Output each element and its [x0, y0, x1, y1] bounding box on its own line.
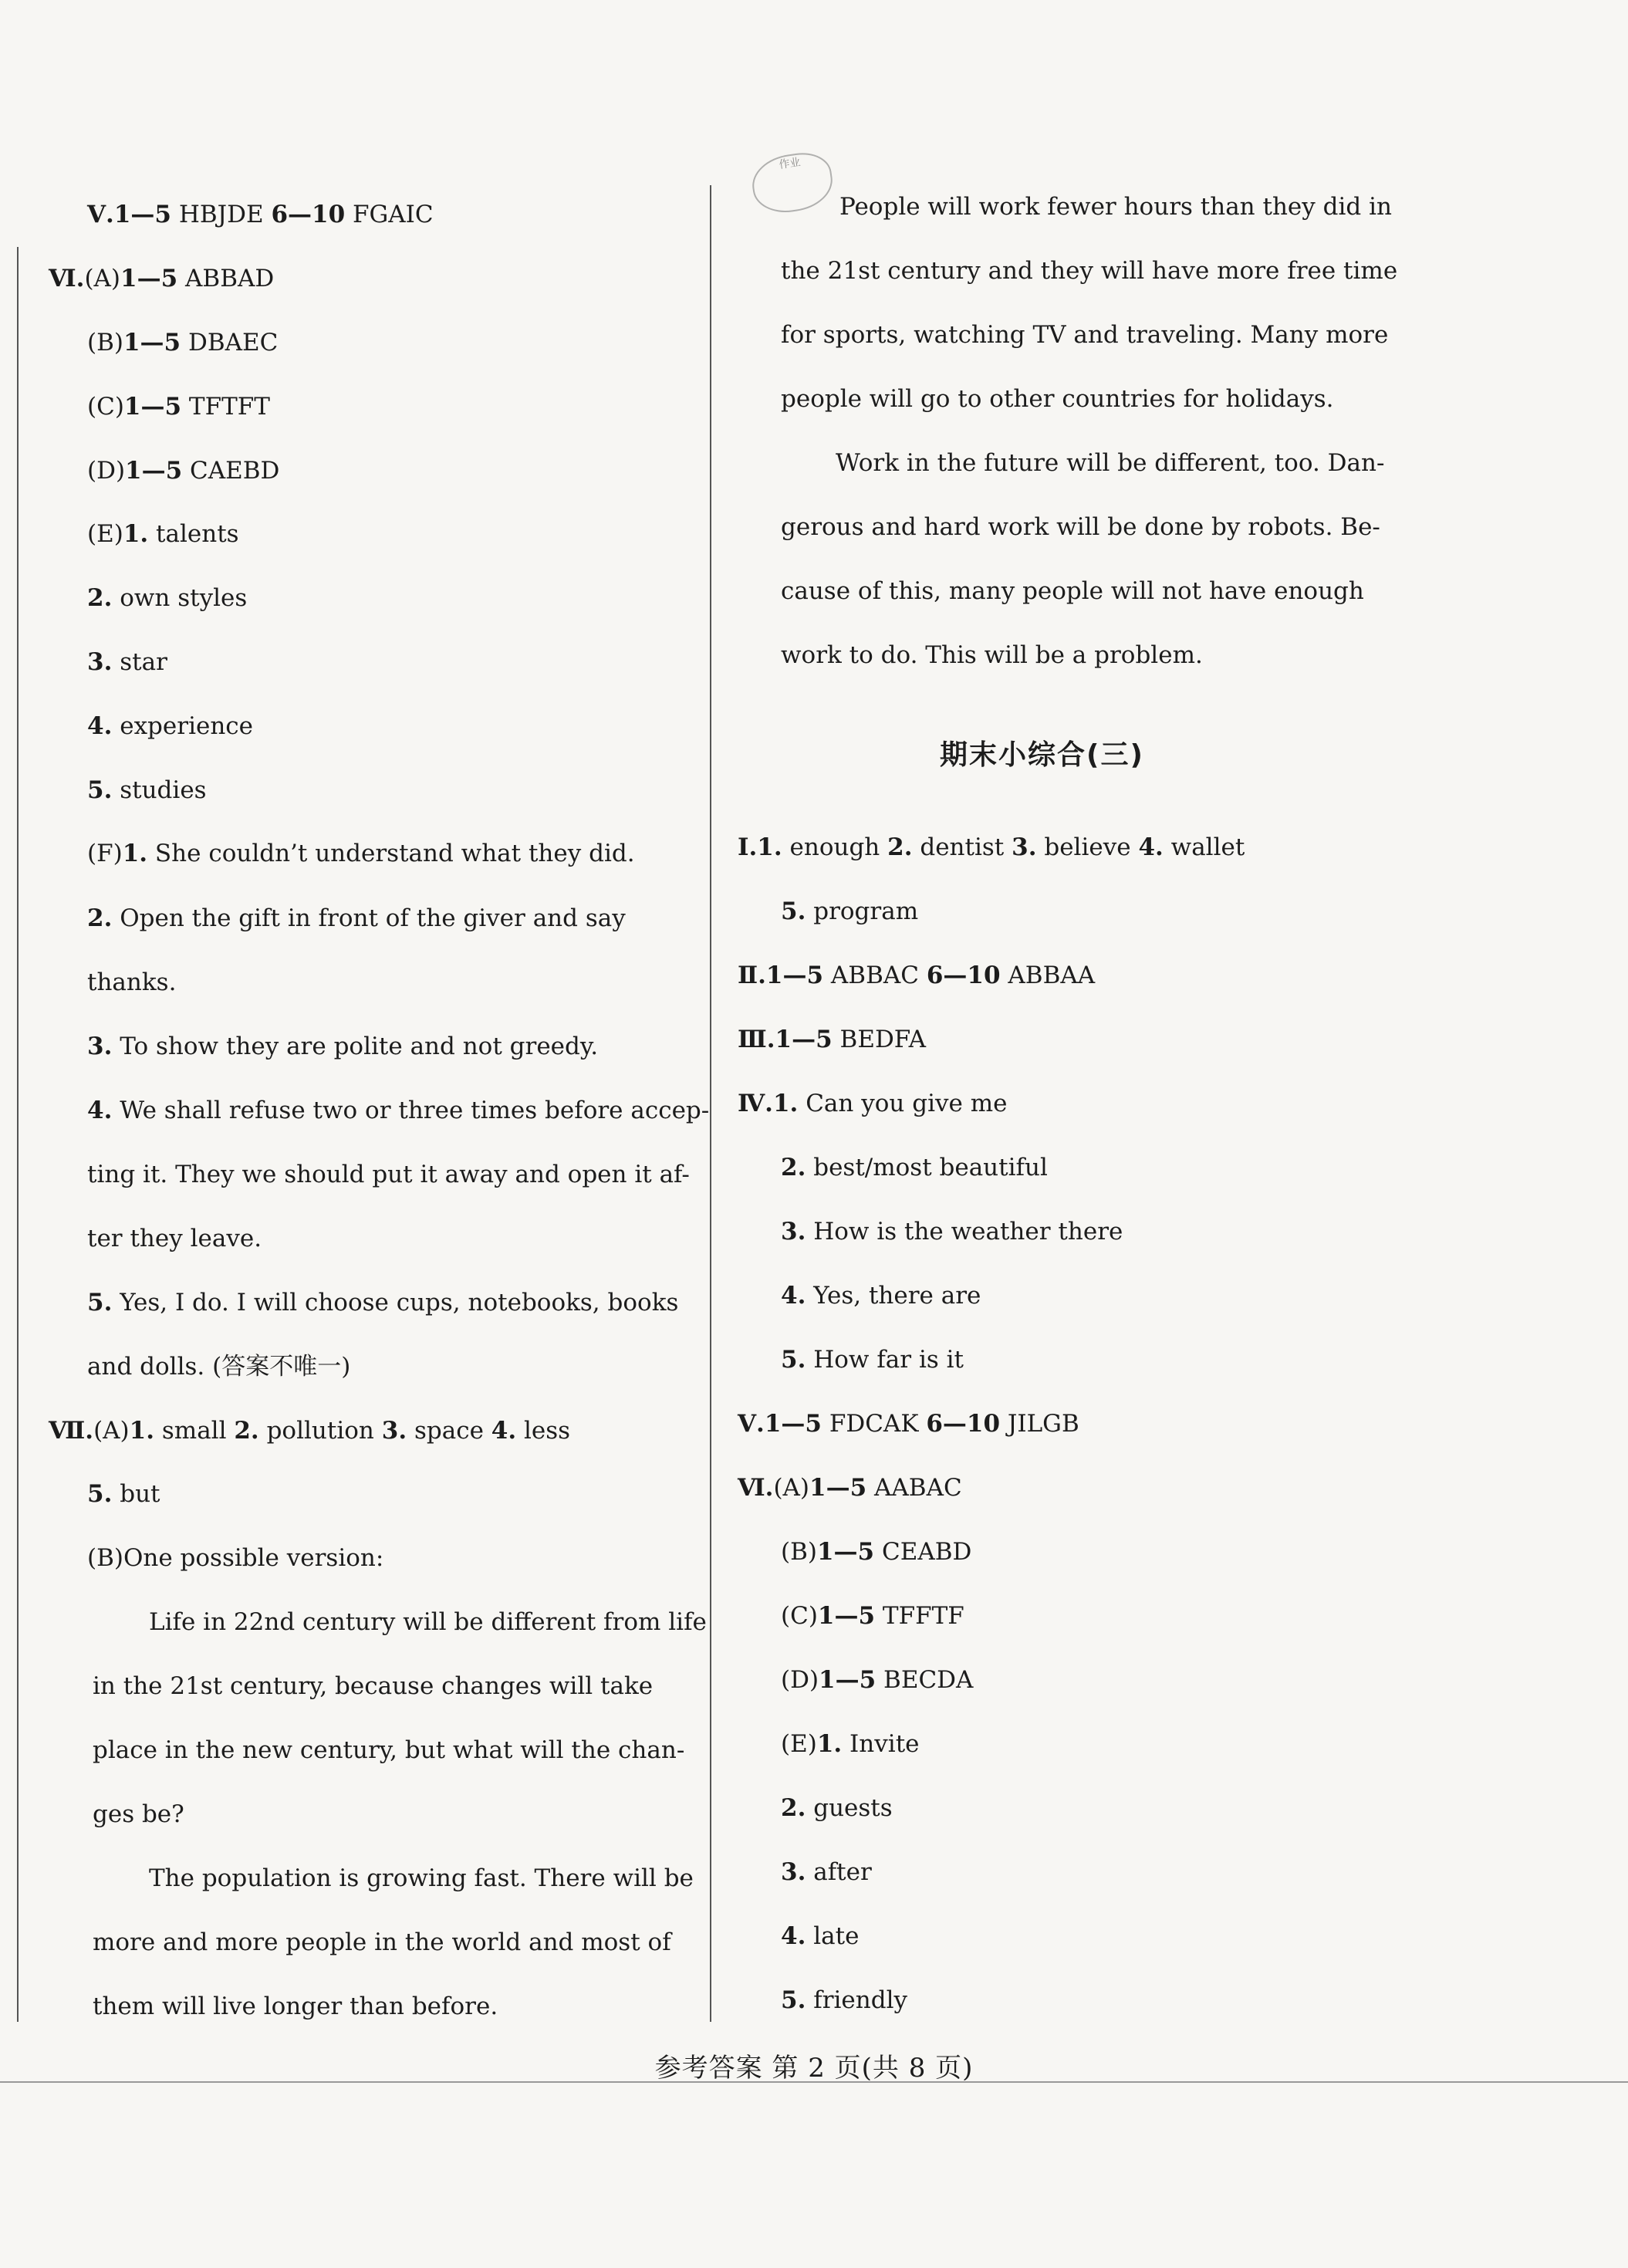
- left-line-vii-b6: [93, 1927, 671, 1958]
- left-text-26-0: The population is growing fast. There will be: [149, 1864, 694, 1892]
- right-line-iv4: [781, 1280, 981, 1311]
- right-line-ii: [738, 960, 1095, 991]
- right-text-13-1: best/most beautiful: [806, 1154, 1048, 1181]
- right-text-20-0: (C): [781, 1602, 818, 1630]
- left-text-27-0: more and more people in the world and most of: [93, 1928, 671, 1956]
- right-text-25-1: late: [806, 1922, 860, 1950]
- right-text-8-1: 1.: [757, 833, 782, 861]
- right-text-17-3: 6—10: [926, 1410, 1001, 1438]
- left-text-19-2: 1.: [129, 1417, 155, 1445]
- right-line-v2: [738, 1408, 1079, 1439]
- left-line-vi-a: [49, 263, 274, 294]
- right-line-vi2-e5: [781, 1985, 907, 2016]
- left-text-17-0: 5.: [87, 1289, 113, 1317]
- left-line-vi-d: [87, 455, 279, 486]
- left-line-vii-a5: [87, 1479, 160, 1509]
- left-text-5-2: talents: [148, 520, 239, 548]
- right-line-vi2-e3: [781, 1857, 872, 1888]
- left-text-1-1: (A): [84, 265, 121, 292]
- left-line-vii-b1: [149, 1607, 707, 1638]
- right-line-iii: [738, 1024, 926, 1055]
- left-text-17-1: Yes, I do. I will choose cups, notebooks, books: [112, 1289, 679, 1317]
- right-text-8-5: 3.: [1012, 833, 1037, 861]
- right-text-15-0: 4.: [781, 1282, 806, 1310]
- right-text-19-1: 1—5: [816, 1538, 875, 1566]
- right-text-11-2: BEDFA: [832, 1026, 927, 1053]
- left-text-10-0: (F): [87, 840, 123, 867]
- right-text-25-0: 4.: [781, 1922, 806, 1950]
- left-text-0-3: 6—10: [271, 201, 346, 228]
- right-text-8-8: wallet: [1163, 833, 1245, 861]
- left-text-2-1: 1—5: [123, 329, 181, 357]
- left-text-28-0: them will live longer than before.: [93, 1993, 498, 2020]
- left-line-vii-b3: [93, 1735, 684, 1766]
- left-text-2-2: DBAEC: [181, 329, 279, 357]
- right-text-8-2: enough: [782, 833, 888, 861]
- column-divider: [710, 185, 711, 2022]
- right-text-20-2: TFFTF: [875, 1602, 964, 1630]
- left-text-20-1: but: [112, 1480, 160, 1508]
- left-text-19-0: Ⅶ.: [49, 1417, 94, 1445]
- right-text-17-2: FDCAK: [822, 1410, 927, 1438]
- left-text-3-2: TFTFT: [181, 393, 270, 421]
- left-text-0-4: FGAIC: [345, 201, 434, 228]
- right-text-16-0: 5.: [781, 1346, 806, 1374]
- right-text-11-1: 1—5: [775, 1026, 833, 1053]
- left-text-6-1: own styles: [112, 584, 248, 612]
- right-text-10-2: ABBAC: [823, 962, 927, 989]
- right-text-10-4: ABBAA: [1000, 962, 1096, 989]
- right-text-24-1: after: [806, 1858, 872, 1886]
- right-line-vi2-e2: [781, 1793, 893, 1824]
- left-text-1-2: 1—5: [120, 265, 178, 292]
- left-text-13-1: To show they are polite and not greedy.: [112, 1033, 599, 1060]
- right-text-21-1: 1—5: [819, 1666, 876, 1694]
- left-text-2-0: (B): [87, 329, 123, 357]
- left-text-19-4: 2.: [234, 1417, 259, 1445]
- right-text-3-0: people will go to other countries for holidays.: [781, 385, 1334, 413]
- right-line-iv5: [781, 1344, 964, 1375]
- left-line-vi-e4: [87, 711, 253, 742]
- right-text-14-0: 3.: [781, 1218, 806, 1246]
- right-line-r2: [781, 255, 1397, 286]
- left-text-19-3: small: [154, 1417, 235, 1445]
- left-line-vi-e2: [87, 583, 247, 613]
- right-text-19-2: CEABD: [874, 1538, 972, 1566]
- right-text-16-1: How far is it: [806, 1346, 964, 1374]
- right-text-20-1: 1—5: [817, 1602, 876, 1630]
- right-line-vi2-e4: [781, 1921, 859, 1952]
- right-text-8-7: 4.: [1138, 833, 1164, 861]
- left-line-vi-f5a: [87, 1287, 678, 1318]
- left-text-21-0: (B)One possible version:: [87, 1544, 384, 1572]
- left-line-vi-f3: [87, 1031, 598, 1062]
- right-text-12-1: 1.: [772, 1090, 799, 1117]
- left-line-vi-e1: [87, 519, 239, 549]
- left-text-11-0: 2.: [87, 904, 113, 932]
- left-text-5-0: (E): [87, 520, 123, 548]
- left-text-16-0: ter they leave.: [87, 1225, 262, 1252]
- left-text-1-0: Ⅵ.: [49, 265, 85, 292]
- left-text-19-8: 4.: [491, 1417, 517, 1445]
- left-line-vi-f1: [87, 838, 635, 869]
- right-line-r1: [839, 191, 1392, 222]
- left-text-25-0: ges be?: [93, 1800, 184, 1828]
- left-text-12-0: thanks.: [87, 968, 177, 996]
- right-text-22-0: (E): [781, 1730, 817, 1758]
- right-text-18-3: AABAC: [866, 1474, 962, 1502]
- watermark-stamp: 作业: [748, 149, 836, 217]
- left-text-3-0: (C): [87, 393, 124, 421]
- right-line-iv3: [781, 1216, 1123, 1247]
- right-text-7-0: work to do. This will be a problem.: [781, 641, 1203, 669]
- left-text-4-1: 1—5: [125, 457, 183, 485]
- left-text-4-0: (D): [87, 457, 126, 485]
- left-line-vii-b7: [93, 1991, 498, 2022]
- left-line-vi-b: [87, 327, 278, 358]
- right-line-r5: [836, 448, 1384, 478]
- right-text-17-4: JILGB: [1000, 1410, 1079, 1438]
- right-text-22-2: Invite: [842, 1730, 920, 1758]
- right-text-8-0: Ⅰ.: [738, 833, 758, 861]
- right-text-21-0: (D): [781, 1666, 819, 1694]
- right-text-18-2: 1—5: [809, 1474, 867, 1502]
- left-text-1-3: ABBAD: [177, 265, 275, 292]
- right-text-21-2: BECDA: [876, 1666, 974, 1694]
- right-line-r7: [781, 576, 1364, 607]
- right-text-22-1: 1.: [816, 1730, 843, 1758]
- left-line-vii-a1: [49, 1415, 570, 1446]
- right-text-2-0: for sports, watching TV and traveling. Many more: [781, 321, 1389, 349]
- left-line-v: [87, 199, 434, 230]
- right-line-iv1: [738, 1088, 1007, 1119]
- right-text-8-6: believe: [1036, 833, 1139, 861]
- right-text-6-0: cause of this, many people will not have enough: [781, 577, 1364, 605]
- section-heading: 期末小综合(三): [940, 739, 1144, 771]
- left-text-8-1: experience: [112, 712, 253, 740]
- left-text-10-2: She couldn’t understand what they did.: [147, 840, 635, 867]
- left-line-vi-f2b: [87, 967, 176, 998]
- right-text-26-0: 5.: [781, 1986, 806, 2014]
- left-text-0-2: HBJDE: [171, 201, 272, 228]
- right-text-1-0: the 21st century and they will have more free time: [781, 257, 1398, 285]
- right-line-vi2-a: [738, 1472, 962, 1503]
- left-text-20-0: 5.: [87, 1480, 113, 1508]
- left-line-vi-c: [87, 391, 270, 422]
- right-line-r3: [781, 319, 1388, 350]
- right-text-18-1: (A): [773, 1474, 810, 1502]
- right-text-17-1: 1—5: [764, 1410, 822, 1438]
- right-text-8-3: 2.: [887, 833, 913, 861]
- right-text-15-1: Yes, there are: [806, 1282, 981, 1310]
- right-text-10-1: 1—5: [765, 962, 824, 989]
- right-line-r6: [781, 512, 1380, 542]
- right-text-18-0: Ⅵ.: [738, 1474, 774, 1502]
- left-text-13-0: 3.: [87, 1033, 113, 1060]
- left-line-vi-f4c: [87, 1223, 262, 1254]
- left-text-6-0: 2.: [87, 584, 113, 612]
- left-line-vi-f4b: [87, 1159, 690, 1190]
- left-text-18-0: and dolls. (答案不唯一): [87, 1353, 351, 1381]
- left-text-7-1: star: [112, 648, 167, 676]
- left-line-vii-b2: [93, 1671, 653, 1702]
- right-text-17-0: Ⅴ.: [738, 1410, 765, 1438]
- left-line-vi-f4a: [87, 1095, 709, 1126]
- left-text-9-1: studies: [112, 776, 207, 804]
- right-text-9-0: 5.: [781, 897, 806, 925]
- left-text-23-0: in the 21st century, because changes will take: [93, 1672, 654, 1700]
- page-footer: 参考答案 第 2 页(共 8 页): [654, 2053, 974, 2084]
- left-line-vi-f2a: [87, 903, 626, 934]
- right-text-14-1: How is the weather there: [806, 1218, 1123, 1246]
- right-text-19-0: (B): [781, 1538, 817, 1566]
- left-text-0-1: 1—5: [113, 201, 171, 228]
- right-text-5-0: gerous and hard work will be done by robots. Be-: [781, 513, 1380, 541]
- left-text-15-0: ting it. They we should put it away and open it af-: [87, 1161, 690, 1188]
- right-line-iv2: [781, 1152, 1048, 1183]
- left-text-19-1: (A): [93, 1417, 130, 1445]
- right-text-23-0: 2.: [781, 1794, 806, 1822]
- right-text-10-0: Ⅱ.: [738, 962, 766, 989]
- left-text-19-9: less: [516, 1417, 571, 1445]
- left-text-19-5: pollution: [258, 1417, 382, 1445]
- right-line-vi2-d: [781, 1665, 973, 1695]
- left-text-19-7: space: [407, 1417, 491, 1445]
- left-margin-rule: [17, 247, 19, 2022]
- left-line-vii-b0: [87, 1543, 383, 1573]
- right-line-r8: [781, 640, 1203, 671]
- right-text-9-1: program: [806, 897, 919, 925]
- right-line-vi2-c: [781, 1600, 964, 1631]
- right-text-12-0: Ⅳ.: [738, 1090, 773, 1117]
- right-line-i1: [738, 832, 1245, 863]
- right-text-4-0: Work in the future will be different, too. Dan-: [836, 449, 1385, 477]
- left-text-22-0: Life in 22nd century will be different from life: [149, 1608, 707, 1636]
- right-text-23-1: guests: [806, 1794, 893, 1822]
- right-line-i5: [781, 896, 918, 927]
- right-text-0-0: People will work fewer hours than they did in: [839, 193, 1392, 221]
- left-text-8-0: 4.: [87, 712, 113, 740]
- left-text-3-1: 1—5: [123, 393, 182, 421]
- left-text-19-6: 3.: [381, 1417, 407, 1445]
- right-text-12-2: Can you give me: [798, 1090, 1008, 1117]
- left-line-vi-e3: [87, 647, 167, 678]
- left-text-5-1: 1.: [123, 520, 149, 548]
- right-text-8-4: dentist: [912, 833, 1012, 861]
- left-line-vii-b4: [93, 1799, 184, 1830]
- left-text-0-0: Ⅴ.: [87, 201, 114, 228]
- left-line-vi-e5: [87, 775, 207, 806]
- right-line-vi2-b: [781, 1536, 971, 1567]
- right-text-13-0: 2.: [781, 1154, 806, 1181]
- right-text-10-3: 6—10: [926, 962, 1001, 989]
- left-text-10-1: 1.: [122, 840, 148, 867]
- left-text-24-0: place in the new century, but what will the chan-: [93, 1736, 685, 1764]
- left-text-9-0: 5.: [87, 776, 113, 804]
- left-text-7-0: 3.: [87, 648, 113, 676]
- left-text-14-1: We shall refuse two or three times before accep-: [112, 1097, 710, 1124]
- right-text-11-0: Ⅲ.: [738, 1026, 775, 1053]
- left-text-11-1: Open the gift in front of the giver and say: [112, 904, 626, 932]
- right-line-r4: [781, 384, 1334, 414]
- left-text-4-2: CAEBD: [182, 457, 280, 485]
- right-line-vi2-e1: [781, 1729, 920, 1759]
- left-text-14-0: 4.: [87, 1097, 113, 1124]
- right-text-24-0: 3.: [781, 1858, 806, 1886]
- right-text-26-1: friendly: [806, 1986, 908, 2014]
- left-line-vii-b5: [149, 1863, 694, 1894]
- left-line-vi-f5b: [87, 1351, 350, 1382]
